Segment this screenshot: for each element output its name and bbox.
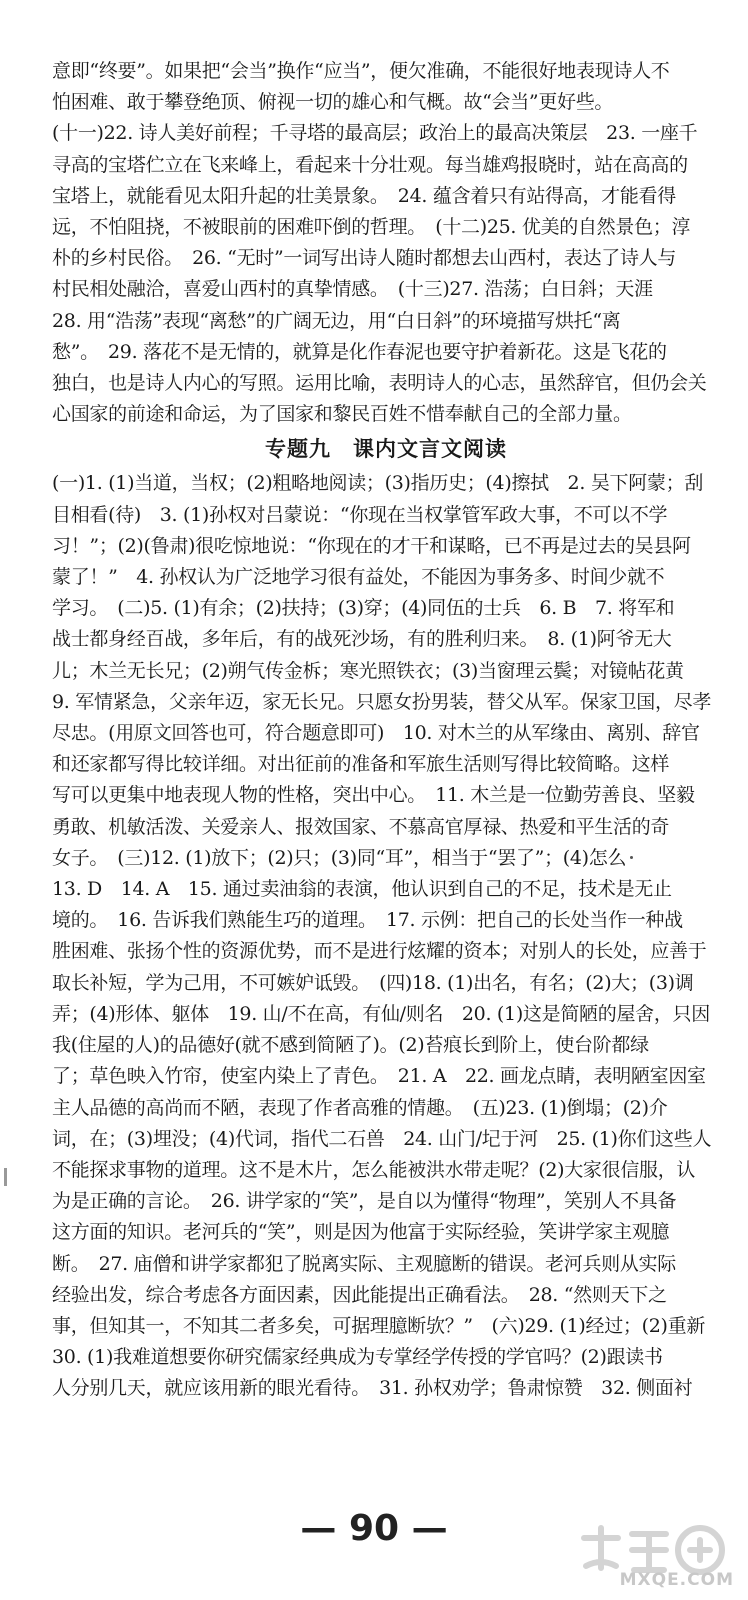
answer-line: 目相看(待) 3. (1)孙权对吕蒙说：“你现在当权掌管军政大事，不可以不学: [52, 503, 668, 526]
margin-scan-mark: [4, 1168, 7, 1186]
answer-line: 9. 军情紧急，父亲年迈，家无长兄。只愿女扮男装，替父从军。保家卫国，尽孝: [52, 690, 712, 713]
answer-line: 蒙了！” 4. 孙权认为广泛地学习很有益处，不能因为事务多、时间少就不: [52, 566, 665, 589]
watermark-text: MXQE.COM: [619, 1570, 734, 1590]
answer-line: 胜困难、张扬个性的资源优势，而不是进行炫耀的资本；对别人的长处，应善于: [52, 940, 707, 963]
answer-line: 女子。 (三)12. (1)放下；(2)只；(3)同“耳”，相当于“罢了”；(4)怎么: [52, 846, 627, 869]
answer-line: 人分别几天，就应该用新的眼光看待。 31. 孙权劝学；鲁肃惊赞 32. 侧面衬: [52, 1377, 693, 1400]
answer-line: 这方面的知识。老河兵的“笑”，则是因为他富于实际经验，笑讲学家主观臆: [52, 1221, 670, 1244]
answer-line: 寻高的宝塔伫立在飞来峰上，看起来十分壮观。每当雄鸡报晓时，站在高高的: [52, 153, 688, 176]
page-number: — 90 —: [300, 1508, 448, 1549]
answer-line: 愁”。 29. 落花不是无情的，就算是化作春泥也要守护着新花。这是飞花的: [52, 340, 667, 363]
answer-line: 了；草色映入竹帘，使室内染上了青色。 21. A 22. 画龙点睛，表明陋室因室: [52, 1065, 706, 1088]
answer-line: 不能探求事物的道理。这不是木片，怎么能被洪水带走呢？(2)大家很信服，认: [52, 1158, 696, 1181]
answer-block-before-heading: [52, 56, 720, 430]
answer-line: 词，在；(3)埋没；(4)代词，指代二石兽 24. 山门/圮于河 25. (1)你们这些人: [52, 1127, 712, 1150]
answer-page: [52, 56, 720, 1405]
answer-line: 我(住屋的人)的品德好(就不感到简陋了)。(2)苔痕长到阶上，使台阶都绿: [52, 1034, 649, 1057]
answer-line: 30. (1)我难道想要你研究儒家经典成为专掌经学传授的学官吗？(2)跟读书: [52, 1346, 663, 1369]
answer-line: (一)1. (1)当道，当权；(2)粗略地阅读；(3)指历史；(4)擦拭 2. 吴下阿蒙；刮: [52, 472, 704, 495]
answer-line: 写可以更集中地表现人物的性格，突出中心。 11. 木兰是一位勤劳善良、坚毅: [52, 784, 695, 807]
answer-line: 断。 27. 庙僧和讲学家都犯了脱离实际、主观臆断的错误。老河兵则从实际: [52, 1252, 676, 1275]
stray-dot-mark: [630, 856, 633, 859]
answer-line: 28. 用“浩荡”表现“离愁”的广阔无边，用“白日斜”的环境描写烘托“离: [52, 309, 621, 332]
answer-line: 13. D 14. A 15. 通过卖油翁的表演，他认识到自己的不足，技术是无止: [52, 878, 672, 901]
answer-line: 取长补短，学为己用，不可嫉妒诋毁。 (四)18. (1)出名，有名；(2)大；(3)调: [52, 971, 694, 994]
answer-line: 习！”；(2)(鲁肃)很吃惊地说：“你现在的才干和谋略，已不再是过去的吴县阿: [52, 534, 691, 557]
answer-line: 战士都身经百战，多年后，有的战死沙场，有的胜利归来。 8. (1)阿爷无大: [52, 628, 672, 651]
answer-line: 经验出发，综合考虑各方面因素，因此能提出正确看法。 28. “然则天下之: [52, 1283, 667, 1306]
answer-line: 远，不怕阻挠，不被眼前的困难吓倒的哲理。 (十二)25. 优美的自然景色；淳: [52, 216, 691, 239]
answer-line: 境的。 16. 告诉我们熟能生巧的道理。 17. 示例：把自己的长处当作一种战: [52, 909, 683, 932]
answer-line: 宝塔上，就能看见太阳升起的壮美景象。 24. 蕴含着只有站得高，才能看得: [52, 184, 676, 207]
answer-line: 心国家的前途和命运，为了国家和黎民百姓不惜奉献自己的全部力量。: [52, 403, 632, 426]
section-heading: 专题九 课内文言文阅读: [265, 437, 507, 462]
answer-line: (十一)22. 诗人美好前程；千寻塔的最高层；政治上的最高决策层 23. 一座千: [52, 122, 698, 145]
answer-line: 为是正确的言论。 26. 讲学家的“笑”，是自以为懂得“物理”，笑别人不具备: [52, 1190, 677, 1213]
answer-line: 和还家都写得比较详细。对出征前的准备和军旅生活则写得比较简略。这样: [52, 753, 670, 776]
answer-line: 意即“终要”。如果把“会当”换作“应当”，便欠准确，不能很好地表现诗人不: [52, 60, 670, 82]
answer-line: 村民相处融洽，喜爱山西村的真挚情感。 (十三)27. 浩荡；白日斜；天涯: [52, 278, 653, 301]
answer-line: 儿；木兰无长兄；(2)朔气传金柝；寒光照铁衣；(3)当窗理云鬓；对镜帖花黄: [52, 659, 684, 682]
answer-line: 主人品德的高尚而不陋，表现了作者高雅的情趣。 (五)23. (1)倒塌；(2)介: [52, 1096, 668, 1119]
answer-block-after-heading: [52, 468, 720, 1404]
answer-line: 学习。 (二)5. (1)有余；(2)扶持；(3)穿；(4)同伍的士兵 6. B 7. 将军和: [52, 597, 675, 620]
answer-line: 勇敢、机敏活泼、关爱亲人、报效国家、不慕高官厚禄、热爱和平生活的奇: [52, 815, 670, 838]
answer-line: 怕困难、敢于攀登绝顶、俯视一切的雄心和气概。故“会当”更好些。: [52, 91, 614, 114]
answer-line: 独白，也是诗人内心的写照。运用比喻，表明诗人的心志，虽然辞官，但仍会关: [52, 372, 707, 395]
answer-line: 事，但知其一，不知其二者多矣，可据理臆断欤？” (六)29. (1)经过；(2)重新: [52, 1314, 706, 1337]
answer-line: 朴的乡村民俗。 26. “无时”一词写出诗人随时都想去山西村，表达了诗人与: [52, 247, 677, 270]
answer-line: 弄；(4)形体、躯体 19. 山/不在高，有仙/则名 20. (1)这是简陋的屋舍，只因: [52, 1002, 710, 1025]
answer-line: 尽忠。(用原文回答也可，符合题意即可) 10. 对木兰的从军缘由、离别、辞官: [52, 722, 700, 745]
